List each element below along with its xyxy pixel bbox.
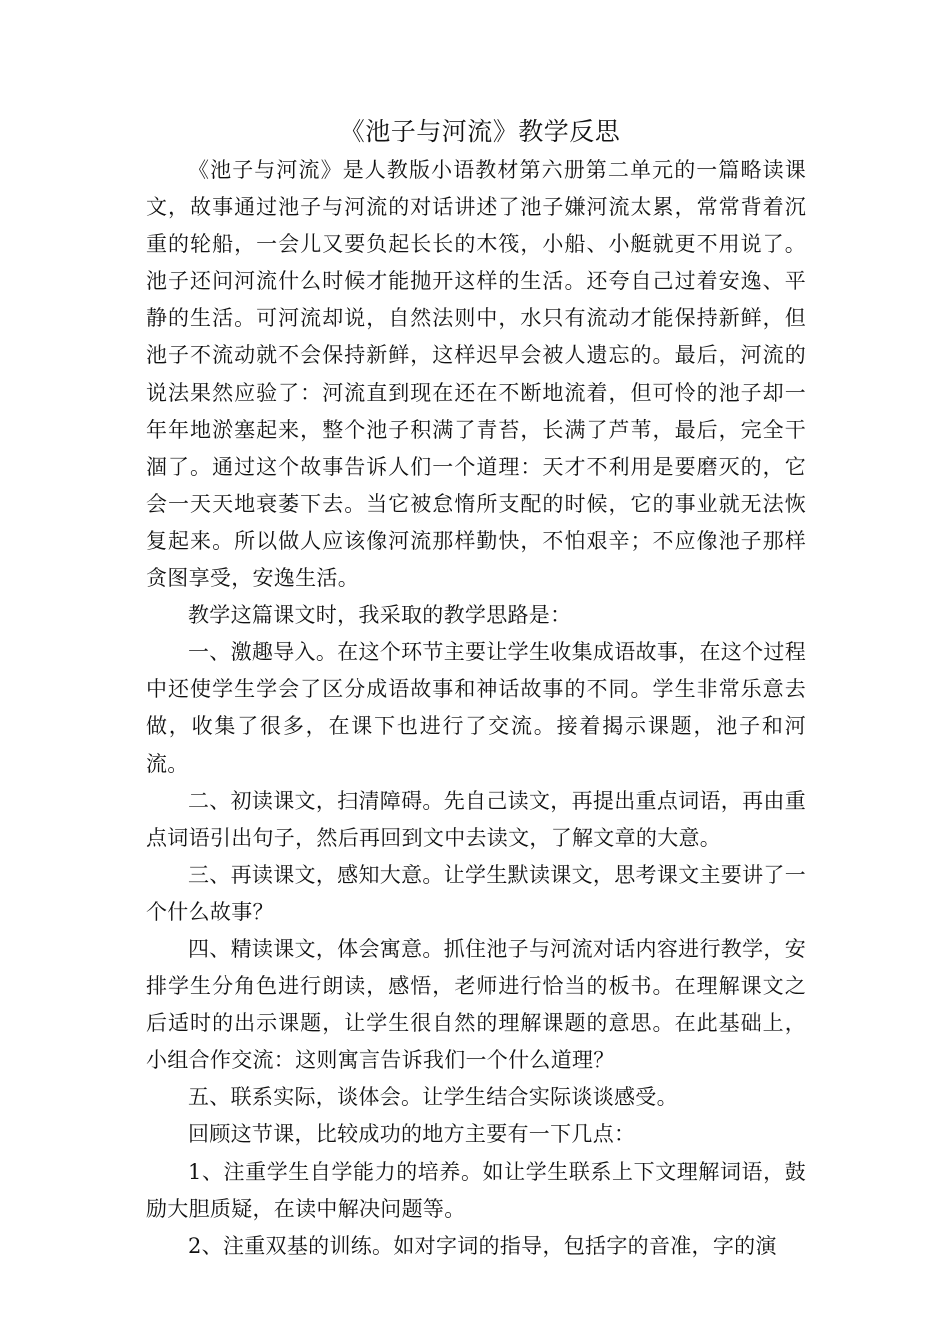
paragraph-step-5: 五、联系实际，谈体会。让学生结合实际谈谈感受。	[188, 1085, 678, 1110]
paragraph-teaching-approach: 教学这篇课文时，我采取的教学思路是：	[188, 603, 572, 628]
paragraph-step-1: 一、激趣导入。在这个环节主要让学生收集成语故事，在这个过程中还使学生学会了区分成语故事和神话故事的不同。学生非常乐意去做，收集了很多，在课下也进行了交流。接着揭示课题，池子和河流。	[146, 640, 806, 776]
paragraph-step-3: 三、再读课文，感知大意。让学生默读课文，思考课文主要讲了一个什么故事？	[146, 862, 806, 924]
paragraph-intro: 《池子与河流》是人教版小语教材第六册第二单元的一篇略读课文，故事通过池子与河流的对话讲述了池子嫌河流太累，常常背着沉重的轮船，一会儿又要负起长长的木筏，小船、小艇就更不用说了。池子还问河流什么时候才能抛开这样的生活。还夸自己过着安逸、平静的生活。可河流却说，自然法则中，水只有流动才能保持新鲜，但池子不流动就不会保持新鲜，这样迟早会被人遗忘的。最后，河流的说法果然应验了：河流直到现在还在不断地流着，但可怜的池子却一年年地淤塞起来，整个池子积满了青苔，长满了芦苇，最后，完全干涸了。通过这个故事告诉人们一个道理：天才不利用是要磨灭的，它会一天天地衰萎下去。当它被怠惰所支配的时候，它的事业就无法恢复起来。所以做人应该像河流那样勤快，不怕艰辛；不应像池子那样贪图享受，安逸生活。	[146, 158, 806, 591]
document-body	[146, 112, 806, 1265]
paragraph-review: 回顾这节课，比较成功的地方主要有一下几点：	[188, 1122, 636, 1147]
paragraph-point-2: 2、注重双基的训练。如对字词的指导，包括字的音准，字的演	[188, 1233, 777, 1258]
paragraph-step-4: 四、精读课文，体会寓意。抓住池子与河流对话内容进行教学，安排学生分角色进行朗读，感悟，老师进行恰当的板书。在理解课文之后适时的出示课题，让学生很自然的理解课题的意思。在此基础上，小组合作交流：这则寓言告诉我们一个什么道理？	[146, 936, 806, 1073]
paragraph-point-1: 1、注重学生自学能力的培养。如让学生联系上下文理解词语，鼓励大胆质疑，在读中解决问题等。	[146, 1159, 806, 1221]
document-title: 《池子与河流》教学反思	[339, 117, 621, 146]
paragraph-step-2: 二、初读课文，扫清障碍。先自己读文，再提出重点词语，再由重点词语引出句子，然后再回到文中去读文，了解文章的大意。	[146, 788, 806, 850]
